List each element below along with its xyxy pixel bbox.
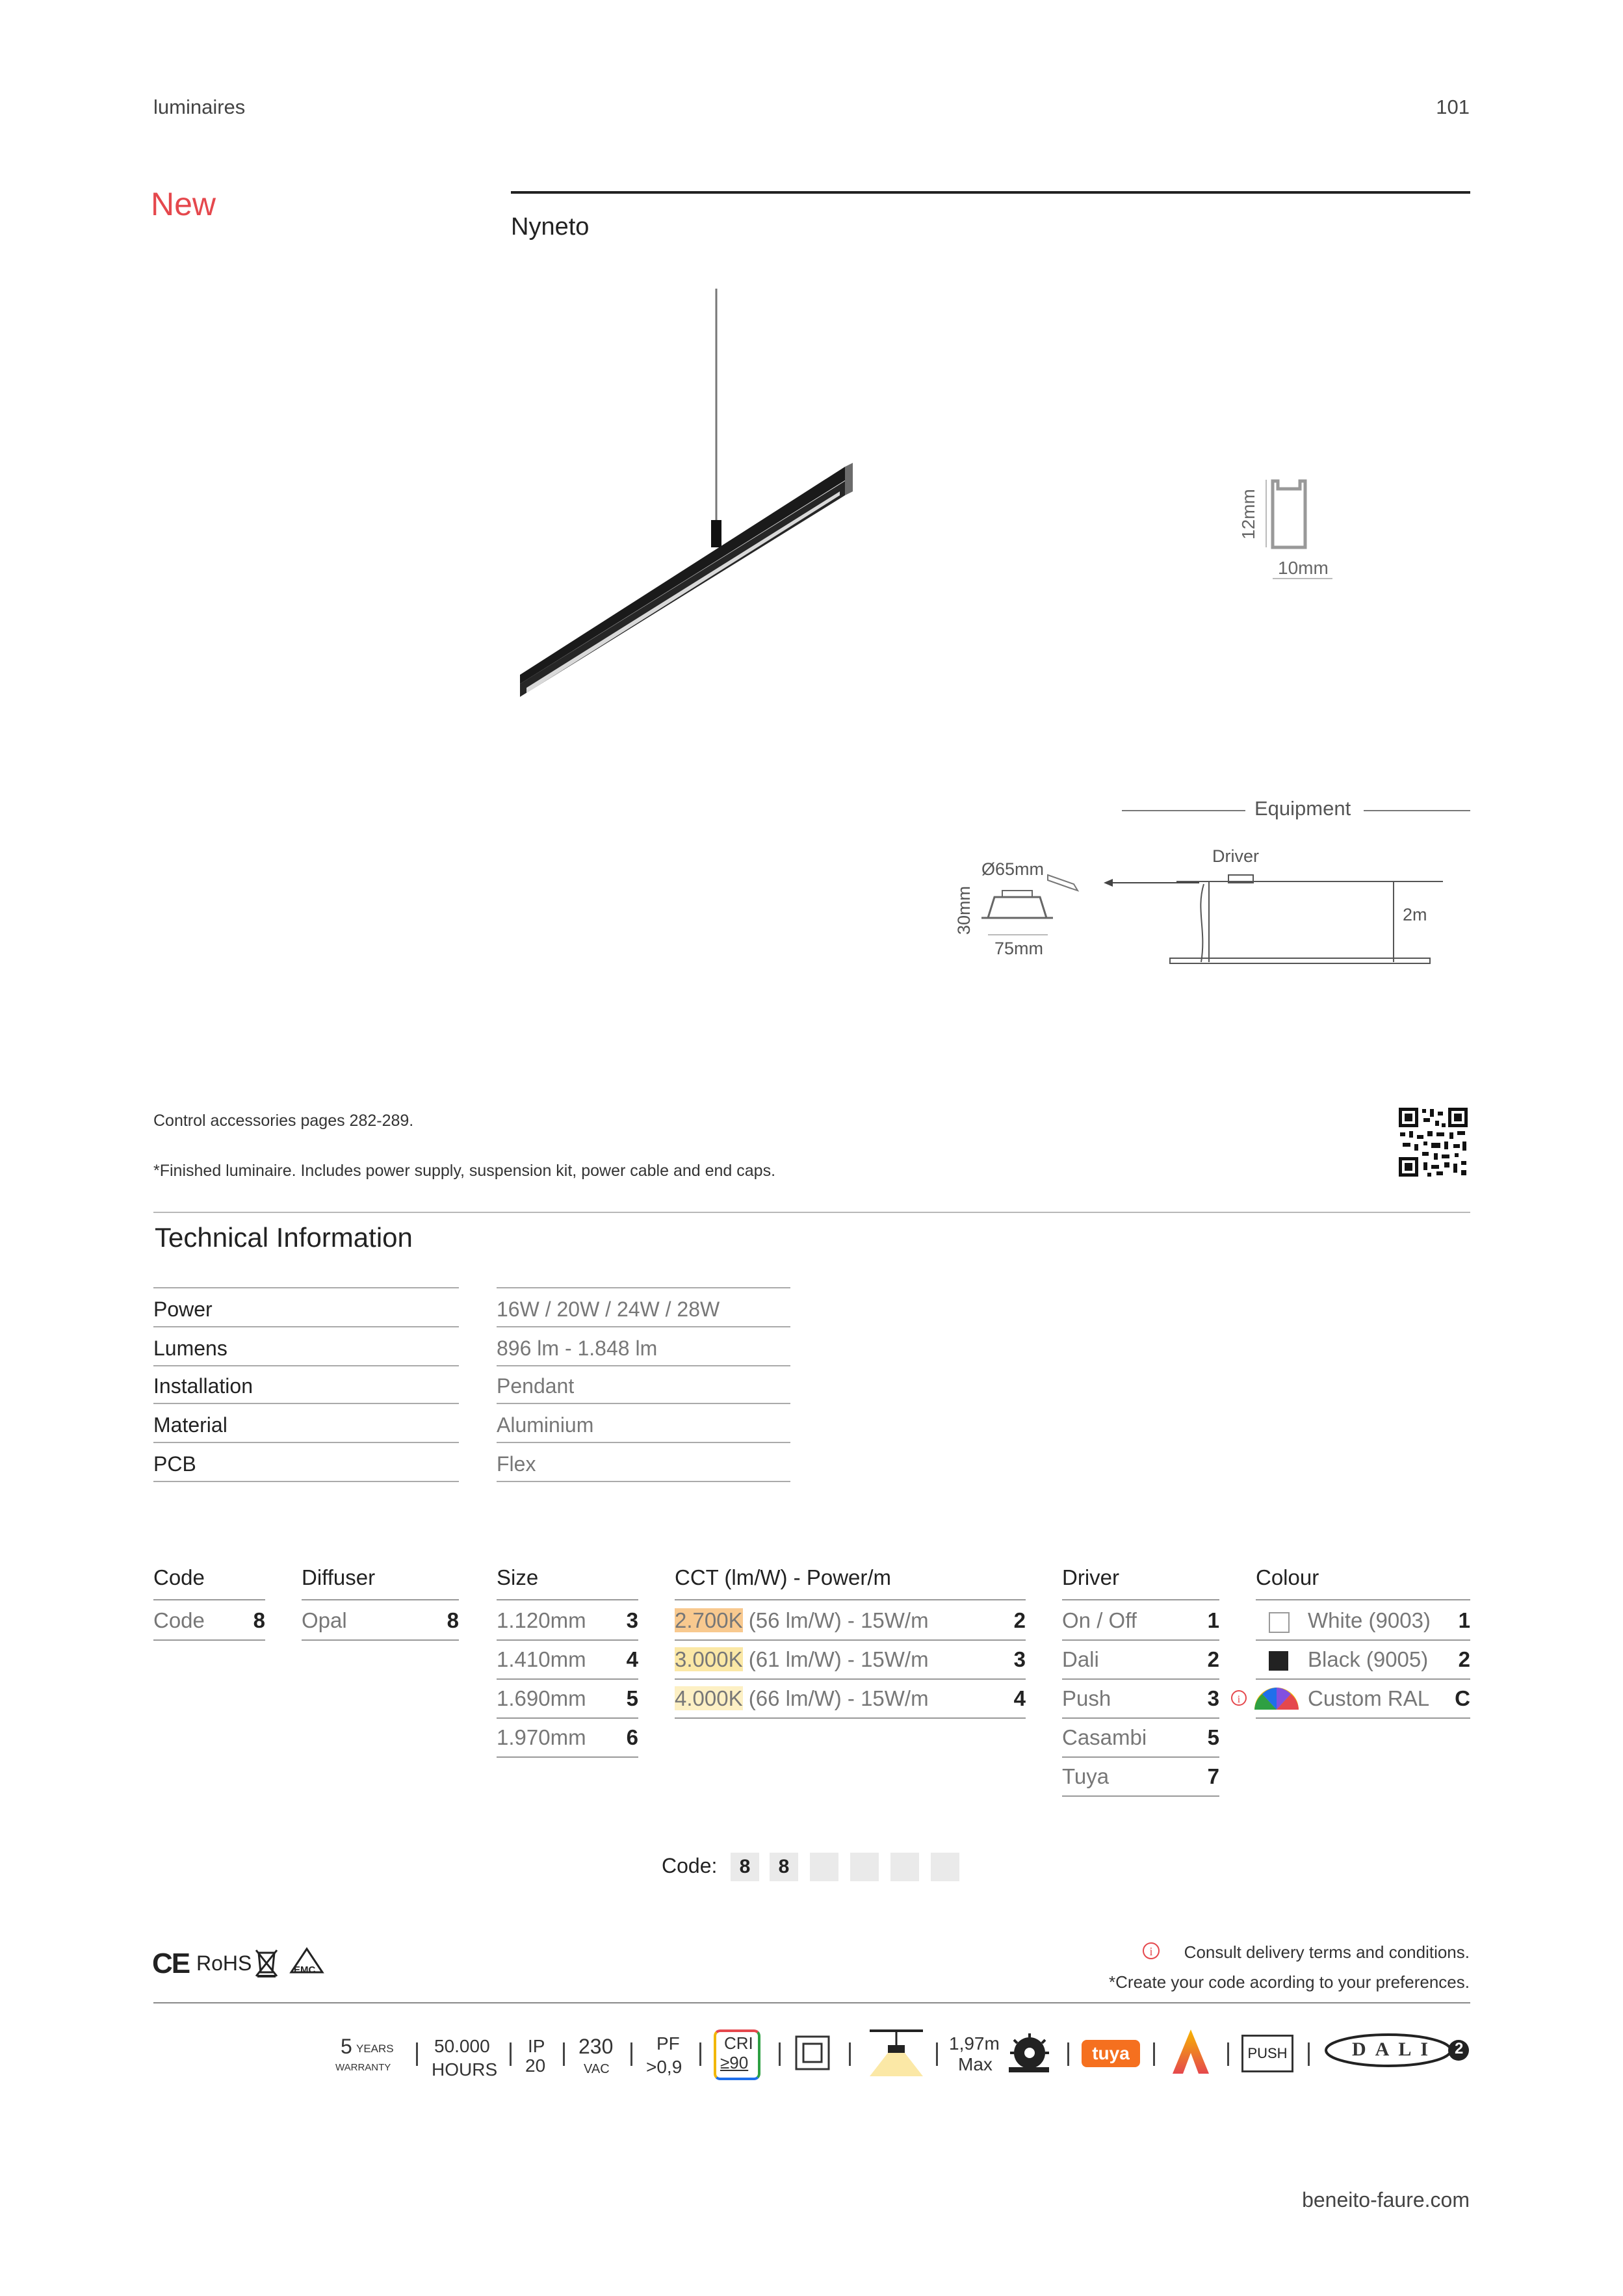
qr-code[interactable] [1397,1106,1469,1178]
driver-option[interactable]: Dali 2 [1062,1639,1219,1680]
diameter-label: Ø65mm [981,859,1045,879]
pendant-light-icon [867,2027,926,2079]
white-swatch [1269,1612,1290,1633]
dali-label: DALI [1352,2039,1438,2060]
equipment-drawing [975,858,1443,969]
size-option[interactable]: 1.970mm 6 [497,1717,638,1758]
info-icon [1141,1941,1161,1961]
size-column-header: Size [497,1565,539,1589]
cutting-saw-icon [1006,2031,1052,2076]
diffuser-option[interactable]: Opal 8 [302,1600,459,1641]
pf-value: >0,9 [646,2057,682,2077]
tech-row [153,1327,790,1366]
cct-option[interactable]: 2.700K (56 lm/W) - 15W/m 2 [675,1600,1026,1641]
new-badge: New [151,186,216,222]
emc-mark: EMC [294,1964,316,1976]
equipment-width-label: 75mm [994,939,1044,958]
ip-label: IP [528,2036,545,2056]
size-option[interactable]: 1.690mm 5 [497,1678,638,1719]
cct-option[interactable]: 4.000K (66 lm/W) - 15W/m 4 [675,1678,1026,1719]
page-number: 101 [1436,96,1470,118]
code-digit[interactable] [850,1853,879,1881]
black-swatch [1269,1651,1288,1671]
finished-note: *Finished luminaire. Includes power supply, suspension kit, power cable and end caps. [153,1162,776,1180]
product-title: Nyneto [511,213,590,241]
tech-row [153,1288,790,1327]
tech-row-value: 16W / 20W / 24W / 28W [497,1298,720,1321]
cct-column-header: CCT (lm/W) - Power/m [675,1565,892,1589]
tech-row-label: Power [153,1298,213,1321]
tech-row [153,1365,790,1404]
website-link[interactable]: beneito-faure.com [1302,2188,1470,2211]
tech-row-label: Installation [153,1374,253,1398]
warranty-years: YEARS [356,2042,394,2055]
tech-row-label: Lumens [153,1337,227,1360]
colour-option[interactable]: Custom RAL C [1256,1678,1470,1719]
custom-ral-icon [1230,1684,1301,1716]
hours-word: HOURS [432,2059,498,2080]
rohs-mark: RoHS [196,1951,252,1975]
code-digit: 8 [770,1853,798,1881]
pf-label: PF [656,2033,680,2054]
cct-temp: 2.700K [675,1608,743,1632]
colour-option[interactable]: Black (9005) 2 [1256,1639,1470,1680]
driver-label: Driver [1212,846,1259,866]
colour-column-header: Colour [1256,1565,1319,1589]
push-logo: PUSH [1241,2035,1293,2072]
control-note: Control accessories pages 282-289. [153,1112,414,1130]
warranty-word: WARRANTY [335,2062,391,2073]
title-rule [511,191,1470,194]
equipment-title: Equipment [1254,797,1351,820]
profile-width-label: 10mm [1278,558,1329,578]
warranty-number: 5 [341,2035,352,2058]
create-code-note: *Create your code acording to your preferences. [1109,1972,1470,1992]
delivery-note: Consult delivery terms and conditions. [1184,1942,1470,1962]
equipment-height-label: 30mm [954,885,974,935]
notes-divider [153,1212,1470,1213]
driver-option[interactable]: Tuya 7 [1062,1756,1219,1797]
ce-mark: CE [152,1948,190,1979]
cable-length-value: 1,97m [949,2033,1000,2054]
equipment-rule-right [1364,810,1470,811]
tech-row-value: Aluminium [497,1413,594,1437]
dali-version: 2 [1455,2040,1464,2057]
driver-option[interactable]: Casambi 5 [1062,1717,1219,1758]
driver-option[interactable]: On / Off 1 [1062,1600,1219,1641]
code-digit: 8 [731,1853,759,1881]
tech-row-value: 896 lm - 1.848 lm [497,1337,658,1360]
tuya-logo: tuya [1082,2040,1140,2067]
diffuser-column-header: Diffuser [302,1565,376,1589]
code-option[interactable]: Code 8 [153,1600,265,1641]
tech-row-value: Pendant [497,1374,575,1398]
tech-row [153,1443,790,1482]
product-image [507,286,871,715]
voltage-number: 230 [578,2035,614,2058]
cct-option[interactable]: 3.000K (61 lm/W) - 15W/m 3 [675,1639,1026,1680]
ip-value: 20 [525,2055,546,2076]
weee-bin-icon [253,1946,279,1979]
code-digit[interactable] [931,1853,959,1881]
hours-number: 50.000 [434,2036,490,2056]
colour-option[interactable]: White (9003) 1 [1256,1600,1470,1641]
tech-row-value: Flex [497,1452,536,1476]
profile-height-label: 12mm [1238,489,1258,540]
class-ii-icon [794,2035,831,2071]
size-option[interactable]: 1.410mm 4 [497,1639,638,1680]
tech-row-label: PCB [153,1452,196,1476]
code-digit[interactable] [810,1853,838,1881]
section-label: luminaires [153,96,246,118]
code-digit[interactable] [890,1853,919,1881]
cable-length-label: 2m [1403,905,1427,924]
driver-option[interactable]: Push 3 [1062,1678,1219,1719]
tech-info-title: Technical Information [155,1222,413,1253]
cri-label: CRI [724,2033,753,2053]
svg-text:i: i [1149,1945,1153,1958]
cri-value: ≥90 [720,2053,749,2072]
footer-divider [153,2002,1470,2003]
driver-column-header: Driver [1062,1565,1119,1589]
code-builder-label: Code: [662,1854,718,1877]
cct-temp: 4.000K [675,1686,743,1710]
voltage-unit: VAC [584,2062,610,2076]
size-option[interactable]: 1.120mm 3 [497,1600,638,1641]
equipment-rule-left [1122,810,1245,811]
tech-row-label: Material [153,1413,227,1437]
code-column-header: Code [153,1565,205,1589]
cable-length-word: Max [958,2054,993,2074]
tech-row [153,1404,790,1443]
casambi-logo [1170,2027,1212,2076]
svg-text:i: i [1237,1694,1241,1705]
cct-temp: 3.000K [675,1647,743,1671]
